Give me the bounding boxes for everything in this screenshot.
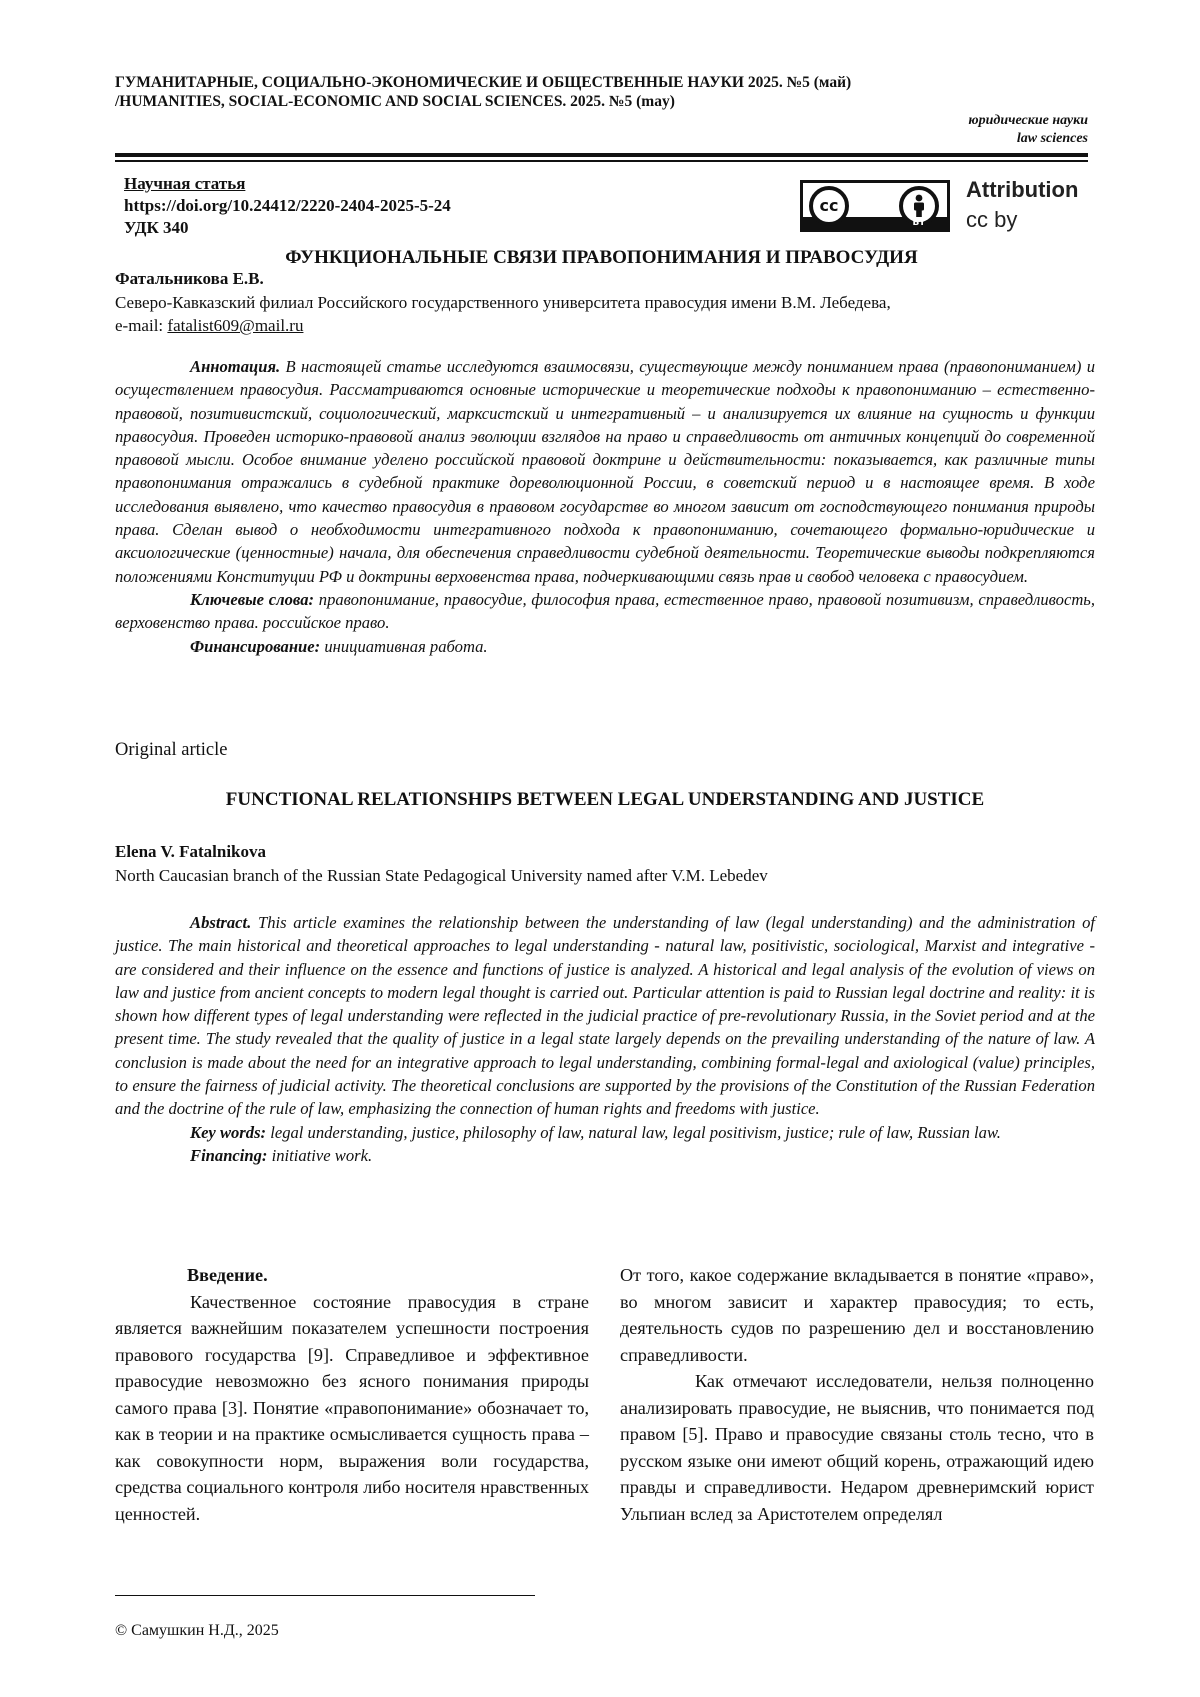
section-ru: юридические науки — [968, 113, 1088, 128]
email-link[interactable]: fatalist609@mail.ru — [167, 316, 304, 335]
article-title-en: FUNCTIONAL RELATIONSHIPS BETWEEN LEGAL UNDERSTANDING AND JUSTICE — [225, 789, 985, 810]
funding-text-ru: инициативная работа. — [324, 636, 488, 656]
article-meta — [124, 173, 451, 239]
section-en: law sciences — [1016, 131, 1088, 146]
abstract-label-en: Abstract. — [190, 913, 252, 932]
journal-title-en: /HUMANITIES, SOCIAL-ECONOMIC AND SOCIAL SCIENCES. 2025. №5 (may) — [115, 93, 675, 110]
affiliation-en: North Caucasian branch of the Russian State Pedagogical University named after V.M. Lebedev — [115, 866, 768, 885]
body-column-left — [115, 1262, 589, 1527]
article-type: Научная статья — [124, 174, 246, 193]
email-label: e-mail: — [115, 316, 168, 335]
author-name-ru: Фатальникова Е.В. — [115, 269, 264, 288]
body-paragraph: Как отмечают исследователи, нельзя полноценно анализировать правосудие, не выяснив, что понимается под правом [5]. Право и правосудие связаны столь тесно, что в русском языке они имеют общий корень, отражающий идею правды и справедливости. Недаром древнеримский юрист Ульпиан вслед за Аристотелем определял — [620, 1371, 1094, 1524]
article-title-ru: ФУНКЦИОНАЛЬНЫЕ СВЯЗИ ПРАВОПОНИМАНИЯ И ПРАВОСУДИЯ — [285, 247, 918, 268]
by-label: BY — [912, 218, 926, 228]
license-code: cc by — [966, 207, 1018, 232]
abstract-paragraph-en — [115, 911, 1095, 1121]
abstract-text-ru: В настоящей статье исследуются взаимосвязи, существующие между пониманием права (правопониманием) и осуществлением правосудия. Рассматриваются основные исторические и теоретические подходы к правопониманию – естественно-правовой, позитивистский, социологический, марксистский и интегративный – и анализируется их влияние на сущность и функции правосудия. Проведен историко-правовой анализ эволюции взглядов на право и справедливость от античных концепций до современной правовой мысли. Особое внимание уделено российской правовой доктрине и действительности: показывается, как различные типы правопонимания отражались в судебной практике дореволюционной России, в советский период и в настоящее время. В ходе исследования выявлено, что качество правосудия в правовом государстве во многом зависит от господствующего понимания природы права. Сделан вывод о необходимости интегративного подхода к правопониманию, сочетающего формально-юридические и аксиологические (ценностные) начала, для обеспечения справедливости судебной деятельности. Теоретические выводы подкрепляются положениями Конституции РФ и доктрины верховенства права, подчеркивающими связь прав и свобод человека с правосудием. — [115, 357, 1095, 586]
original-article-label: Original article — [115, 740, 228, 760]
funding-label-en: Financing: — [190, 1145, 268, 1165]
funding-text-en: initiative work. — [271, 1145, 373, 1165]
keywords-ru — [115, 588, 1095, 635]
keywords-label-ru: Ключевые слова: — [190, 589, 315, 609]
keywords-label-en: Key words: — [190, 1122, 267, 1142]
cc-license-badge[interactable] — [800, 180, 950, 232]
email-line — [115, 314, 1095, 337]
affiliation-text-ru: Северо-Кавказский филиал Российского государственного университета правосудия имени В.М. Лебедева, — [115, 293, 891, 312]
journal-header — [115, 73, 1095, 111]
license-title: Attribution — [966, 177, 1079, 202]
body-paragraph-continued: От того, какое содержание вкладывается в понятие «право», во многом зависит и характер правосудия; то есть, деятельность судов по разрешению дел и восстановлению справедливости. — [620, 1265, 1094, 1365]
udk-code: УДК 340 — [124, 218, 189, 237]
intro-paragraph: Качественное состояние правосудия в стране является важнейшим показателем успешности построения правового государства [9]. Справедливое и эффективное правосудие невозможно без ясного понимания природы самого права [3]. Понятие «правопонимание» обозначает то, как в теории и на практике осмысливается сущность права – как совокупности норм, выражения воли государства, средства социального контроля либо носителя нравственных ценностей. — [115, 1291, 589, 1524]
cc-icon: cc — [809, 186, 849, 226]
body-column-right — [620, 1262, 1094, 1527]
doi-link[interactable]: https://doi.org/10.24412/2220-2404-2025-5-24 — [124, 196, 451, 215]
section-tag — [968, 112, 1088, 148]
keywords-en — [115, 1121, 1095, 1144]
header-rule-thick — [115, 153, 1088, 157]
keywords-text-en: legal understanding, justice, philosophy of law, natural law, legal positivism, justice; rule of law, Russian law. — [270, 1122, 1001, 1142]
copyright-footnote: © Самушкин Н.Д., 2025 — [115, 1622, 279, 1639]
license-text — [966, 175, 1078, 235]
header-rule-thin — [115, 160, 1088, 162]
author-name-en: Elena V. Fatalnikova — [115, 842, 266, 861]
journal-title-ru: ГУМАНИТАРНЫЕ, СОЦИАЛЬНО-ЭКОНОМИЧЕСКИЕ И ОБЩЕСТВЕННЫЕ НАУКИ 2025. №5 (май) — [115, 74, 852, 91]
abstract-en — [115, 911, 1095, 1167]
abstract-ru — [115, 355, 1095, 658]
funding-ru — [115, 635, 1095, 658]
affiliation-ru — [115, 291, 1095, 337]
footnote-rule — [115, 1595, 535, 1596]
abstract-text-en: This article examines the relationship between the understanding of law (legal understanding) and the administration of justice. The main historical and theoretical approaches to legal understanding - natural law, positivistic, sociological, Marxist and integrative - are considered and their influence on the essence and functions of justice is analyzed. A historical and legal analysis of the evolution of views on law and justice from ancient concepts to modern legal thought is carried out. Particular attention is paid to Russian legal doctrine and reality: it is shown how different types of legal understanding were reflected in the judicial practice of pre-revolutionary Russia, in the Soviet period and at the present time. The study revealed that the quality of justice in a legal state largely depends on the prevailing understanding of the nature of law. A conclusion is made about the need for an integrative approach to legal understanding, combining formal-legal and axiological (value) principles, to ensure the fairness of judicial activity. The theoretical conclusions are supported by the provisions of the Constitution of the Russian Federation and the doctrine of the rule of law, emphasizing the connection of human rights and freedoms with justice. — [115, 913, 1095, 1119]
funding-label-ru: Финансирование: — [190, 636, 321, 656]
abstract-paragraph-ru — [115, 355, 1095, 588]
abstract-label-ru: Аннотация. — [190, 357, 281, 376]
funding-en — [115, 1144, 1095, 1167]
intro-heading: Введение. — [187, 1265, 268, 1285]
keywords-text-ru: правопонимание, правосудие, философия права, естественное право, правовой позитивизм, справедливость, верховенство права. российское право. — [115, 589, 1096, 633]
